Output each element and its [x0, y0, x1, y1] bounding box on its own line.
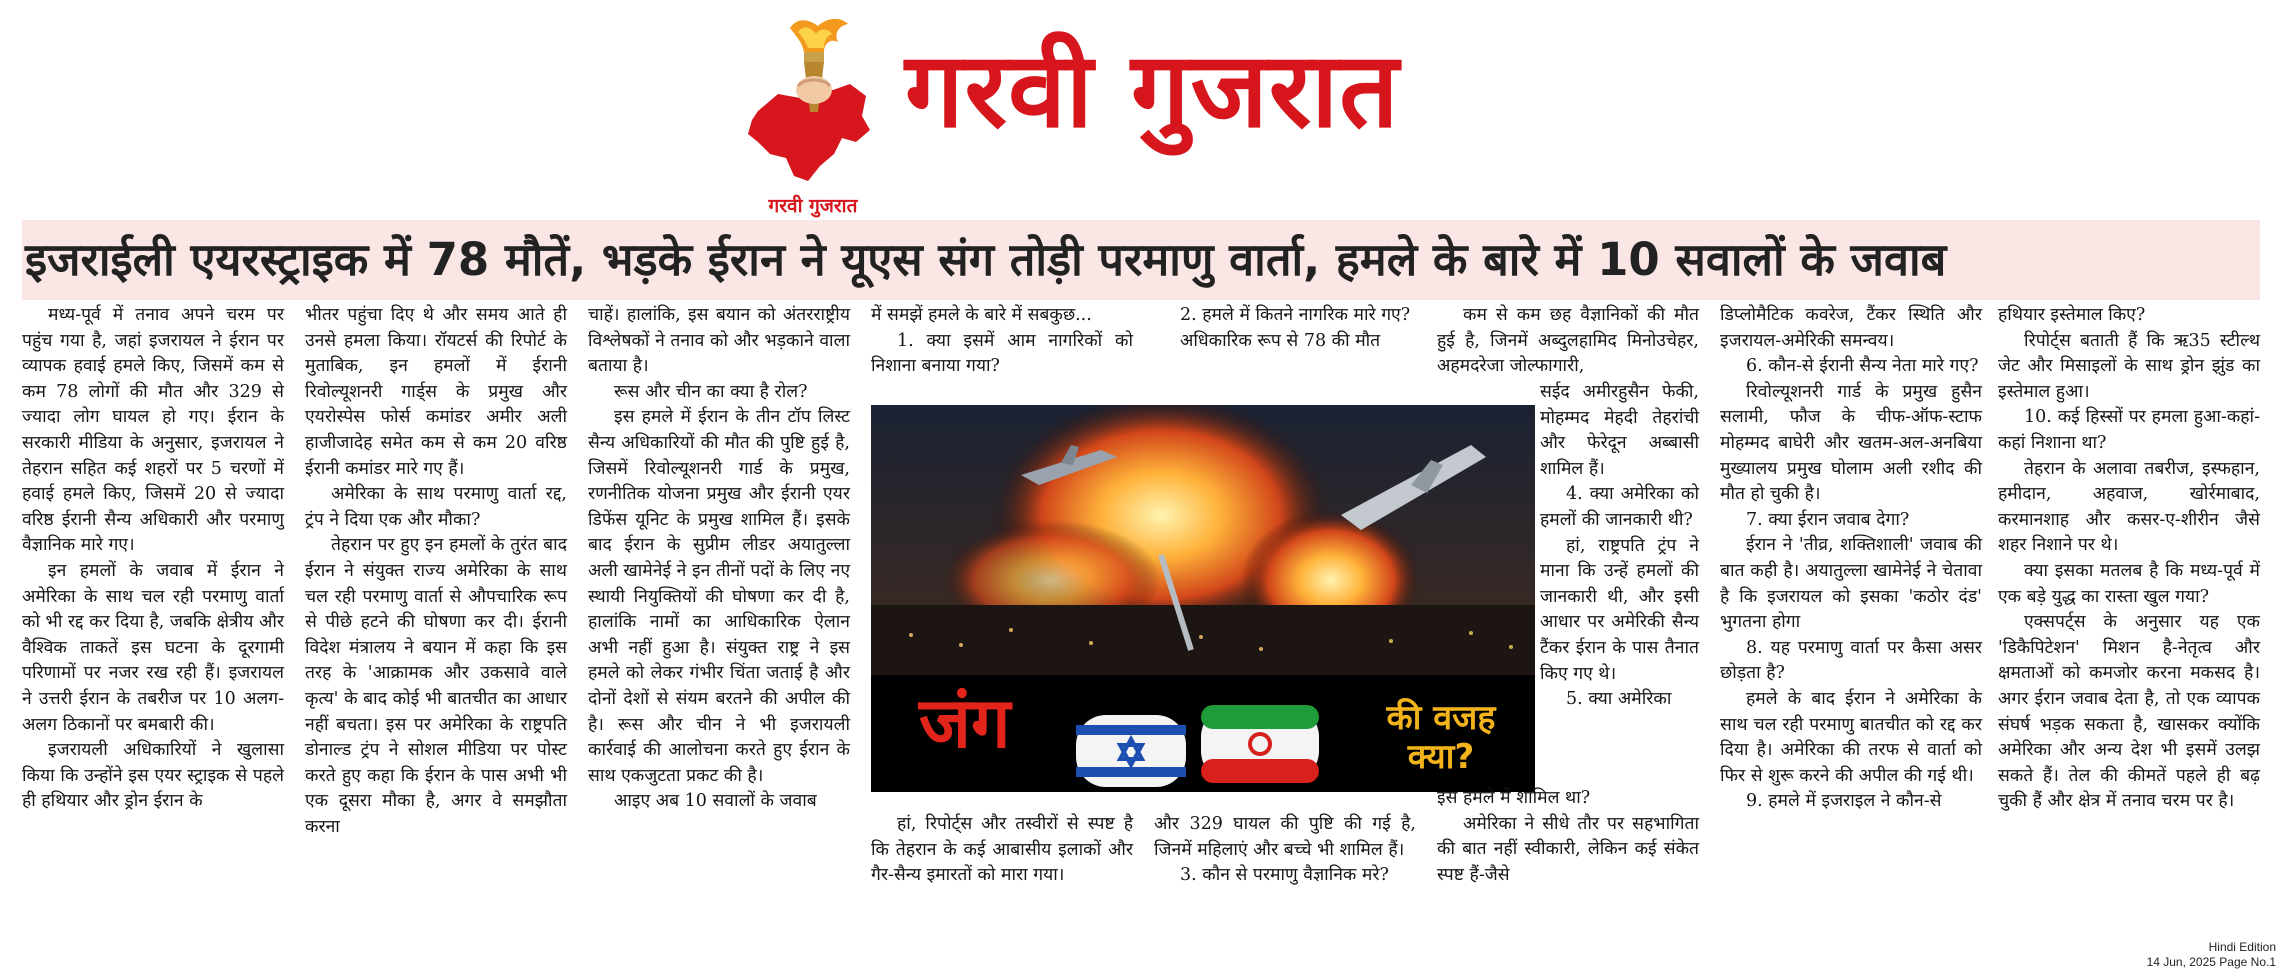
paragraph: रिपोर्ट्स बताती हैं कि ऋ35 स्टील्थ जेट और मिसाइलों के साथ ड्रोन झुंड का इस्तेमाल हुआ। [1998, 330, 2260, 402]
column-6-side [1540, 380, 1699, 713]
column-3 [588, 303, 850, 815]
column-1 [22, 303, 284, 815]
question: 6. कौन-से ईरानी सैन्य नेता मारे गए? [1746, 356, 1979, 377]
paragraph: इजरायली अधिकारियों ने खुलासा किया कि उन्होंने इस एयर स्ट्राइक से पहले ही हथियार और ड्रोन ईरान के [22, 740, 284, 812]
paragraph: अमेरिका ने सीधे तौर पर सहभागिता की बात नहीं स्वीकारी, लेकिन कई संकेत स्पष्ट हैं-जैसे [1437, 813, 1699, 885]
paragraph: कम से कम छह वैज्ञानिकों की मौत हुई है, जिनमें अब्दुलहामिद मिनोउचेहर, अहमदरेजा जोल्फागारी, [1437, 305, 1699, 377]
gujarat-map-torch-icon [738, 16, 888, 196]
question: 7. क्या ईरान जवाब देगा? [1746, 509, 1910, 530]
paragraph: रिवोल्यूशनरी गार्ड के प्रमुख हुसैन सलामी, फौज के चीफ-ऑफ-स्टाफ मोहम्मद बाघेरी और खतम-अल-अनबिया मुख्यालय प्रमुख घोलाम अली रशीद की मौत हो चुकी है। [1720, 381, 1982, 505]
torch-logo [738, 16, 888, 217]
date-page-label: 14 Jun, 2025 Page No.1 [2146, 955, 2276, 969]
edition-label: Hindi Edition [2208, 940, 2276, 954]
paragraph: हमले के बाद ईरान ने अमेरिका के साथ चल रही परमाणु बातचीत को रद्द कर दिया है। अमेरिका की तरफ से वार्ता को फिर से शुरू करने की अपील की गई थी। [1720, 688, 1982, 786]
paragraph: एक्सपर्ट्स के अनुसार यह एक 'डिकैपिटेशन' मिशन है-नेतृत्व और क्षमताओं को कमजोर करना मकसद है। अगर ईरान जवाब देता है, तो एक व्यापक संघर्ष भड़क सकता है, खासकर क्योंकि अमेरिका और अन्य देश भी इसमें उलझ सकते हैं। तेल की कीमतें पहले ही बढ़ चुकी हैं और क्षेत्र में तनाव चरम पर है। [1998, 612, 2260, 812]
column-8 [1998, 303, 2260, 815]
paragraph: हां, राष्ट्रपति ट्रंप ने माना कि उन्हें हमलों की जानकारी थी, और इसी आधार पर अमेरिकी सैन्य टैंकर ईरान के पास तैनात किए गए थे। [1540, 535, 1699, 684]
paragraph: मध्य-पूर्व में तनाव अपने चरम पर पहुंच गया है, जहां इजरायल ने ईरान पर व्यापक हवाई हमले किए, जिसमें कम से कम 78 लोगों की मौत और 329 से ज्यादा लोग घायल हो गए। ईरान के सरकारी मीडिया के अनुसार, इजरायल ने तेहरान सहित कई शहरों पर 5 चरणों में हवाई हमले किए, जिसमें 20 से ज्यादा वरिष्ठ ईरानी सैन्य अधिकारी और परमाणु वैज्ञानिक मारे गए। [22, 305, 284, 556]
paragraph: अधिकारिक रूप से 78 की मौत [1180, 330, 1381, 351]
paragraph: चाहें। हालांकि, इस बयान को अंतरराष्ट्रीय विश्लेषकों ने तनाव को और भड़काने वाला बताया है। [588, 305, 850, 377]
paragraph: तेहरान के अलावा तबरीज, इस्फहान, हमीदान, अहवाज, खोर्रमाबाद, करमानशाह और कसर-ए-शीरीन जैसे शहर निशाने पर थे। [1998, 458, 2260, 556]
question: 9. हमले में इजराइल ने कौन-से [1746, 791, 1942, 812]
column-6-top [1437, 303, 1699, 380]
column-2 [305, 303, 567, 840]
paragraph: इस हमले में ईरान के तीन टॉप लिस्ट सैन्य अधिकारियों की मौत की पुष्टि हुई है, जिसमें रिवोल्यूशनरी गार्ड के प्रमुख, रणनीतिक योजना प्रमुख और ईरानी एयर डिफेंस यूनिट के प्रमुख शामिल हैं। इसके बाद ईरान के सुप्रीम लीडर अयातुल्ला अली खामेनेई ने इन तीनों पदों के लिए नए स्थायी नियुक्तियों की घोषणा कर दी है, हालांकि नामों का आधिकारिक ऐलान अभी नहीं हुआ है। संयुक्त राष्ट्र ने इस हमले को लेकर गंभीर चिंता जताई है और दोनों देशों से संयम बरतने की अपील की है। रूस और चीन ने भी इजरायली कार्रवाई की आलोचना करते हुए ईरान के साथ एकजुटता प्रकट की है। [588, 407, 850, 786]
paragraph: आइए अब 10 सवालों के जवाब [614, 791, 817, 812]
column-7 [1720, 303, 1982, 815]
question: 4. क्या अमेरिका को हमलों की जानकारी थी? [1540, 484, 1699, 530]
paragraph: ईरान ने 'तीव्र, शक्तिशाली' जवाब की बात कही है। अयातुल्ला खामेनेई ने चेतावा है कि इजरायल को इसका 'कठोर दंड' भुगतना होगा [1720, 535, 1982, 633]
paragraph: इस हमले में शामिल था? [1437, 788, 1591, 808]
photo-tagline-text: की वजह क्या? [1386, 698, 1496, 778]
paragraph: डिप्लोमैटिक कवरेज, टैंकर स्थिति और इजरायल-अमेरिकी समन्वय। [1720, 305, 1982, 351]
column-5-top [1154, 303, 1416, 354]
subheading: रूस और चीन का क्या है रोल? [614, 381, 808, 402]
newspaper-title: गरवी गुजरात [905, 29, 1400, 151]
edition-info [2147, 940, 2276, 970]
headline: इजराईली एयरस्ट्राइक में 78 मौतें, भड़के ईरान ने यूएस संग तोड़ी परमाणु वार्ता, हमले के बारे में 10 सवालों के जवाब [25, 233, 1947, 286]
question: 5. क्या अमेरिका [1566, 689, 1672, 710]
paragraph: भीतर पहुंचा दिए थे और समय आते ही उनसे हमला किया। रॉयटर्स की रिपोर्ट के मुताबिक, इन हमलों में ईरानी रिवोल्यूशनरी गार्ड्स के प्रमुख और एयरोस्पेस फोर्स कमांडर अमीर अली हाजीजादेह समेत कम से कम 20 वरिष्ठ ईरानी कमांडर मारे गए हैं। [305, 305, 567, 479]
question: 1. क्या इसमें आम नागरिकों को निशाना बनाया गया? [871, 330, 1133, 377]
column-4-top [871, 303, 1133, 380]
photo-title-text: जंग [919, 682, 1011, 764]
question: 3. कौन से परमाणु वैज्ञानिक मरे? [1180, 865, 1389, 886]
paragraph: तेहरान पर हुए इन हमलों के तुरंत बाद ईरान ने संयुक्त राज्य अमेरिका के साथ चल रही परमाणु वार्ता से औपचारिक रूप से पीछे हटने की घोषणा कर दी। ईरानी विदेश मंत्रालय ने बयान में कहा कि इस तरह के 'आक्रामक और उकसावे वाले कृत्य' के बाद कोई भी बातचीत का आधार नहीं बचता। इस पर अमेरिका के राष्ट्रपति डोनाल्ड ट्रंप ने सोशल मीडिया पर पोस्ट करते हुए कहा कि ईरान के पास अभी भी एक दूसरा मौका है, अगर वे समझौता करना [305, 535, 567, 837]
war-illustration-photo [871, 405, 1535, 792]
column-6-bottom [1437, 786, 1699, 888]
paragraph: सईद अमीरहुसैन फेकी, मोहम्मद मेहदी तेहरांची और फेरेदून अब्बासी शामिल हैं। [1540, 382, 1699, 479]
question: क्या इसका मतलब है कि मध्य-पूर्व में एक बड़े युद्ध का रास्ता खुल गया? [1998, 560, 2260, 607]
column-5-bottom [1154, 812, 1416, 889]
paragraph: में समझें हमले के बारे में सबकुछ... [871, 305, 1092, 325]
question: 10. कई हिस्सों पर हमला हुआ-कहां-कहां निशाना था? [1998, 407, 2260, 453]
masthead [0, 0, 2290, 215]
subheading: अमेरिका के साथ परमाणु वार्ता रद्द, ट्रंप ने दिया एक और मौका? [305, 484, 567, 530]
logo-caption: गरवी गुजरात [768, 195, 858, 217]
question: 2. हमले में कितने नागरिक मारे गए? [1180, 305, 1411, 325]
paragraph: इन हमलों के जवाब में ईरान ने अमेरिका के साथ चल रही परमाणु वार्ता को भी रद्द कर दिया है, जबकि क्षेत्रीय और वैश्विक ताकतें इस घटना के दूरगामी परिणामों पर नजर रख रही हैं। इजरायल ने उत्तरी ईरान के तबरीज पर 10 अलग-अलग ठिकानों पर बमबारी की। [22, 560, 284, 735]
question: 8. यह परमाणु वार्ता पर कैसा असर छोड़ता है? [1720, 637, 1982, 684]
column-4-bottom [871, 812, 1133, 889]
paragraph: और 329 घायल की पुष्टि की गई है, जिनमें महिलाएं और बच्चे भी शामिल हैं। [1154, 814, 1416, 860]
paragraph: हां, रिपोर्ट्स और तस्वीरों से स्पष्ट है कि तेहरान के कई आबासीय इलाकों और गैर-सैन्य इमारतों को मारा गया। [871, 814, 1133, 886]
paragraph: हथियार इस्तेमाल किए? [1998, 305, 2146, 325]
